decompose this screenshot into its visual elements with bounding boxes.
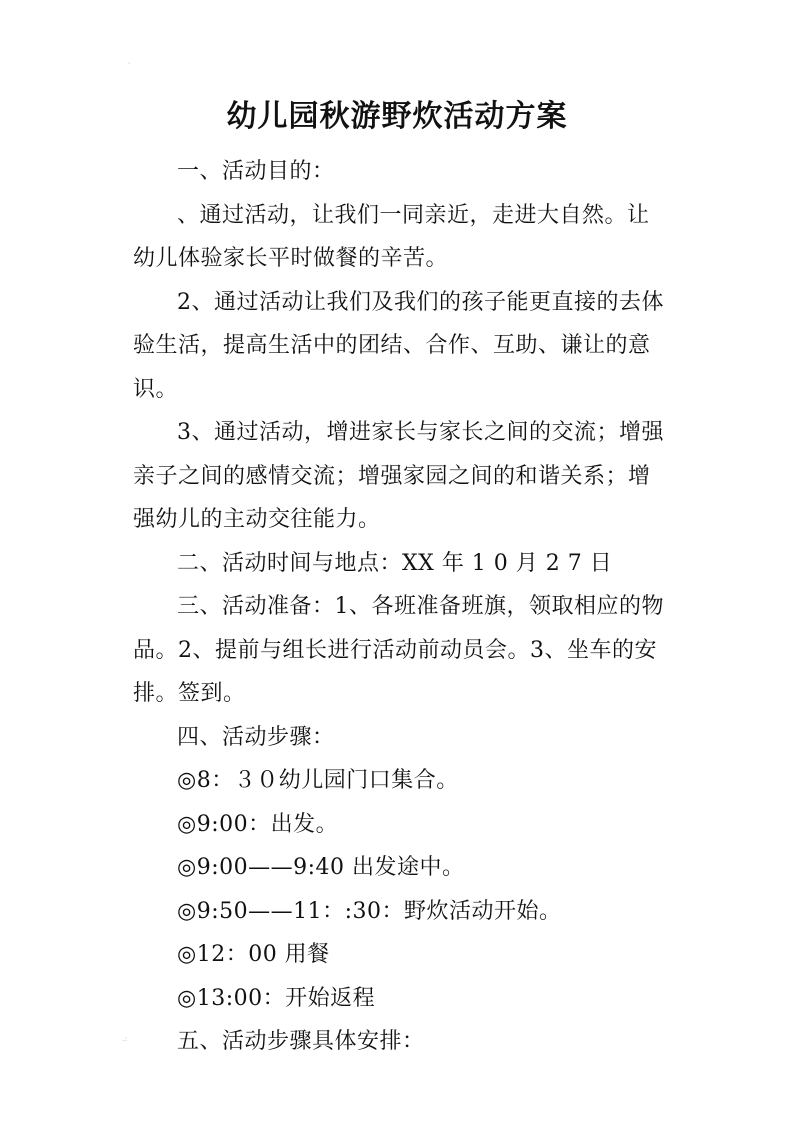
schedule-item: ◎13:00：开始返程 — [177, 985, 376, 1011]
scan-speck: .: — [122, 1034, 128, 1043]
scan-speck: ' — [128, 61, 131, 70]
schedule-item: ◎9:00——9:40 出发途中。 — [177, 855, 465, 880]
purpose-item-1: 、通过活动，让我们一同亲近，走进大自然。让幼儿体验家长平时做餐的辛苦。 — [133, 202, 650, 271]
document-title: 幼儿园秋游野炊活动方案 — [226, 99, 568, 134]
schedule-item: ◎9:50——11：:30：野炊活动开始。 — [177, 898, 562, 924]
section-time-place: 二、活动时间与地点：XX 年 1 0 月 2 7 日 — [177, 550, 613, 576]
purpose-item-3: 3、通过活动，增进家长与家长之间的交流；增强亲子之间的感情交流；增强家园之间的和谐关系；增强幼儿的主动交往能力。 — [133, 420, 664, 532]
schedule-item: ◎9:00：出发。 — [177, 811, 339, 837]
section-heading-arrangement: 五、活动步骤具体安排： — [177, 1029, 425, 1054]
document-body — [133, 150, 668, 1064]
section-heading-purpose: 一、活动目的： — [177, 159, 335, 184]
schedule-item: ◎12：00 用餐 — [177, 942, 330, 967]
section-heading-steps: 四、活动步骤： — [177, 724, 335, 750]
purpose-item-2: 2、通过活动让我们及我们的孩子能更直接的去体验生活，提高生活中的团结、合作、互助、谦让的意识。 — [133, 289, 664, 402]
schedule-item: ◎8：３０幼儿园门口集合。 — [177, 768, 459, 793]
section-preparation: 三、活动准备：1、各班准备班旗，领取相应的物品。2、提前与组长进行活动前动员会。3、坐车的安排。签到。 — [133, 594, 664, 706]
